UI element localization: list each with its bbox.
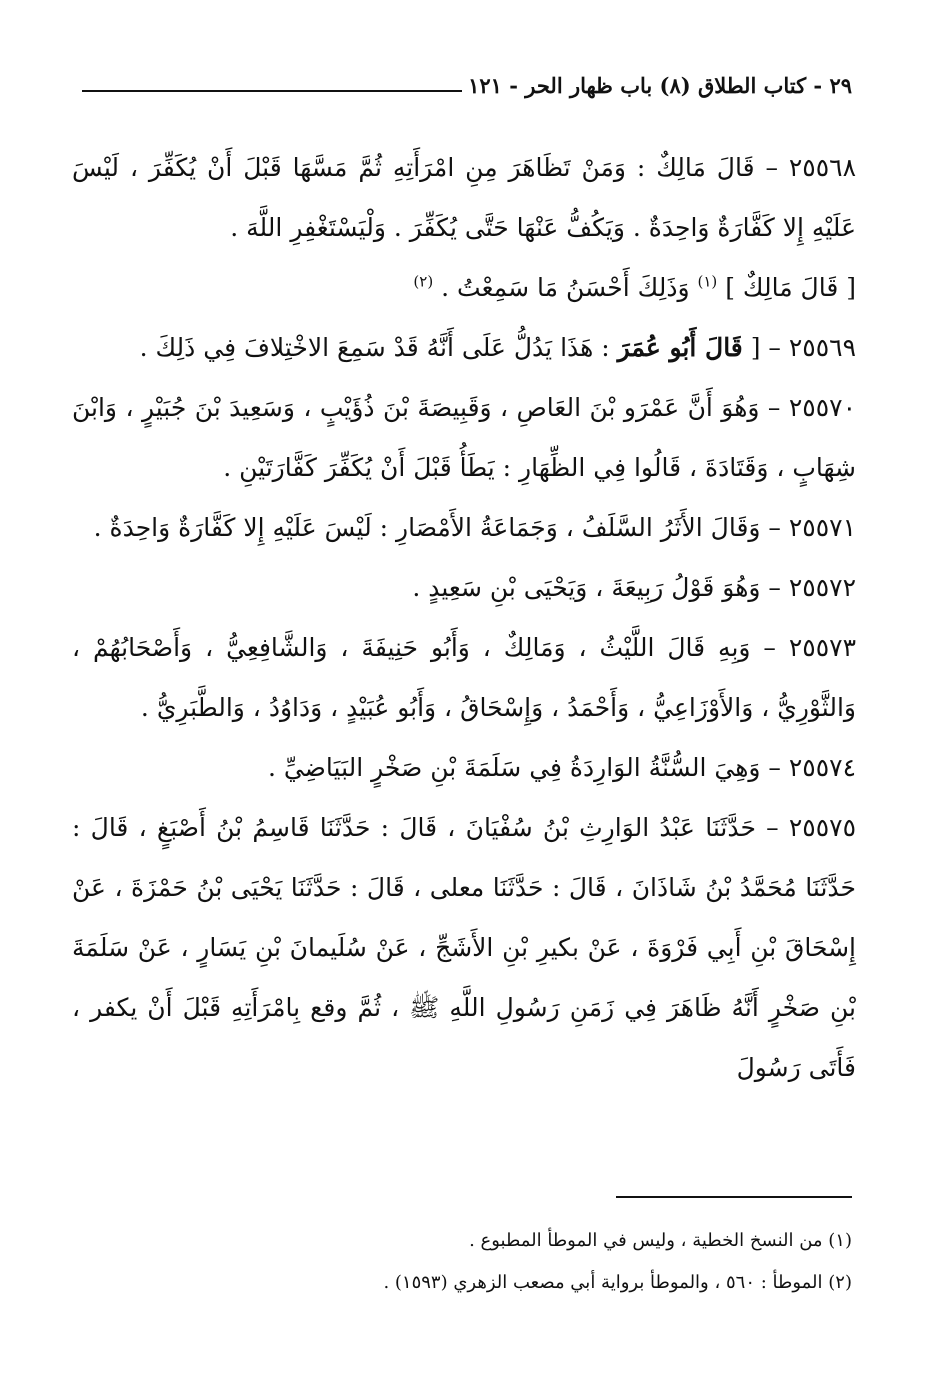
paragraph-text: – وَهُوَ أَنَّ عَمْرَو بْنَ العَاصِ ، وَقَبِيصَةَ بْنَ ذُؤَيْبٍ ، وَسَعِيدَ بْنَ جُبَيْرٍ ، وَابْنَ شِهَابٍ ، وَقَتَادَةَ ، قَالُوا فِي الظِّهَارِ : يَطَأُ قَبْلَ أَنْ يُكَفِّرَ كَفَّارَتَيْنِ . (72, 393, 856, 482)
footnote-2: (٢) الموطأ : ٥٦٠ ، والموطأ برواية أبي مصعب الزهري (١٥٩٣) . (383, 1272, 852, 1293)
paragraph-text: – وَقَالَ الأَثَرُ السَّلَفُ ، وَجَمَاعَةُ الأَمْصَارِ : لَيْسَ عَلَيْهِ إِلا كَفَّارَةٌ وَاحِدَةٌ . (93, 513, 789, 542)
paragraph-number: ٢٥٥٧٤ (788, 753, 856, 782)
paragraph-text: – وَهُوَ قَوْلُ رَبِيعَةَ ، وَيَحْيَى بْنِ سَعِيدٍ . (412, 573, 789, 602)
paragraph-text: – حَدَّثَنَا عَبْدُ الوَارِثِ بْنُ سُفْيَانَ ، قَالَ : حَدَّثَنَا قَاسِمُ بْنُ أَصْبَغٍ ، قَالَ : حَدَّثَنَا مُحَمَّدُ بْنُ شَاذَانَ ، قَالَ : حَدَّثَنَا معلى ، قَالَ : حَدَّثَنَا يَحْيَى بْنُ حَمْزَةَ ، عَنْ إِسْحَاقَ بْنِ أَبِي فَرْوَةَ ، عَنْ بكيرِ بْنِ الأَشَجِّ ، عَنْ سُلَيمانَ بْنِ يَسَارٍ ، عَنْ سَلَمَةَ بْنِ صَخْرٍ أَنَّهُ ظَاهَرَ فِي زَمَنِ رَسُولِ اللَّهِ ﷺ ، ثُمَّ وقع بِامْرَأَتِهِ قَبْلَ أَنْ يكفر ، فَأَتَى رَسُولَ (72, 813, 856, 1082)
paragraph-malik-note (72, 258, 856, 318)
paragraph-text: – قَالَ مَالِكٌ : وَمَنْ تَظَاهَرَ مِنِ امْرَأَتِهِ ثُمَّ مَسَّهَا قَبْلَ أَنْ يُكَفِّرَ ، لَيْسَ عَلَيْهِ إِلا كَفَّارَةٌ وَاحِدَةٌ . وَيَكُفُّ عَنْهَا حَتَّى يُكَفِّرَ . وَلْيَسْتَغْفِرِ اللَّهَ . (72, 153, 856, 242)
footnotes (82, 1220, 852, 1304)
paragraph-number: ٢٥٥٦٩ (788, 333, 856, 362)
paragraph-25570 (72, 378, 856, 498)
paragraph-number: ٢٥٥٧١ (788, 513, 856, 542)
paragraph-25569 (72, 318, 856, 378)
header-rule (82, 90, 462, 92)
paragraph-text: – وَهِيَ السُّنَّةُ الوَارِدَةُ فِي سَلَمَةَ بْنِ صَخْرٍ البَيَاضِيِّ . (267, 753, 789, 782)
paragraph-25573 (72, 618, 856, 738)
paragraph-25575 (72, 798, 856, 1098)
footnote-ref-2[interactable]: (٢) (413, 272, 434, 291)
paragraph-text: – [ (742, 333, 789, 362)
footnote-1: (١) من النسخ الخطية ، وليس في الموطأ المطبوع . (469, 1230, 852, 1251)
paragraph-25571 (72, 498, 856, 558)
footnote-divider (616, 1196, 852, 1198)
paragraph-text: – وَبِهِ قَالَ اللَّيْثُ ، وَمَالِكٌ ، وَأَبُو حَنِيفَةَ ، وَالشَّافِعِيُّ ، وَأَصْحَابُهُمْ ، وَالثَّوْرِيُّ ، وَالأَوْزَاعِيُّ ، وَأَحْمَدُ ، وَإِسْحَاقُ ، وَأَبُو عُبَيْدٍ ، وَدَاوُدُ ، وَالطَّبَرِيُّ . (72, 633, 856, 722)
paragraph-number: ٢٥٥٧٣ (788, 633, 856, 662)
paragraph-bold-speaker: قَالَ أَبُو عُمَرَ (617, 333, 743, 362)
footnote-ref-1[interactable]: (١) (697, 272, 718, 291)
paragraph-number: ٢٥٥٧٥ (788, 813, 856, 842)
main-text (72, 138, 856, 1098)
paragraph-25574 (72, 738, 856, 798)
paragraph-text: [ قَالَ مَالِكٌ ] (717, 273, 856, 302)
paragraph-25572 (72, 558, 856, 618)
paragraph-number: ٢٥٥٦٨ (788, 153, 856, 182)
paragraph-25568 (72, 138, 856, 258)
paragraph-number: ٢٥٥٧٠ (788, 393, 856, 422)
running-header (82, 62, 852, 102)
paragraph-text: : هَذَا يَدُلُّ عَلَى أَنَّهُ قَدْ سَمِعَ الاخْتِلافَ فِي ذَلِكَ . (139, 333, 618, 362)
header-title: ٢٩ - كتاب الطلاق (٨) باب ظهار الحر - ١٢١ (468, 73, 852, 98)
paragraph-text: وَذَلِكَ أَحْسَنُ مَا سَمِعْتُ . (433, 273, 698, 302)
paragraph-number: ٢٥٥٧٢ (788, 573, 856, 602)
